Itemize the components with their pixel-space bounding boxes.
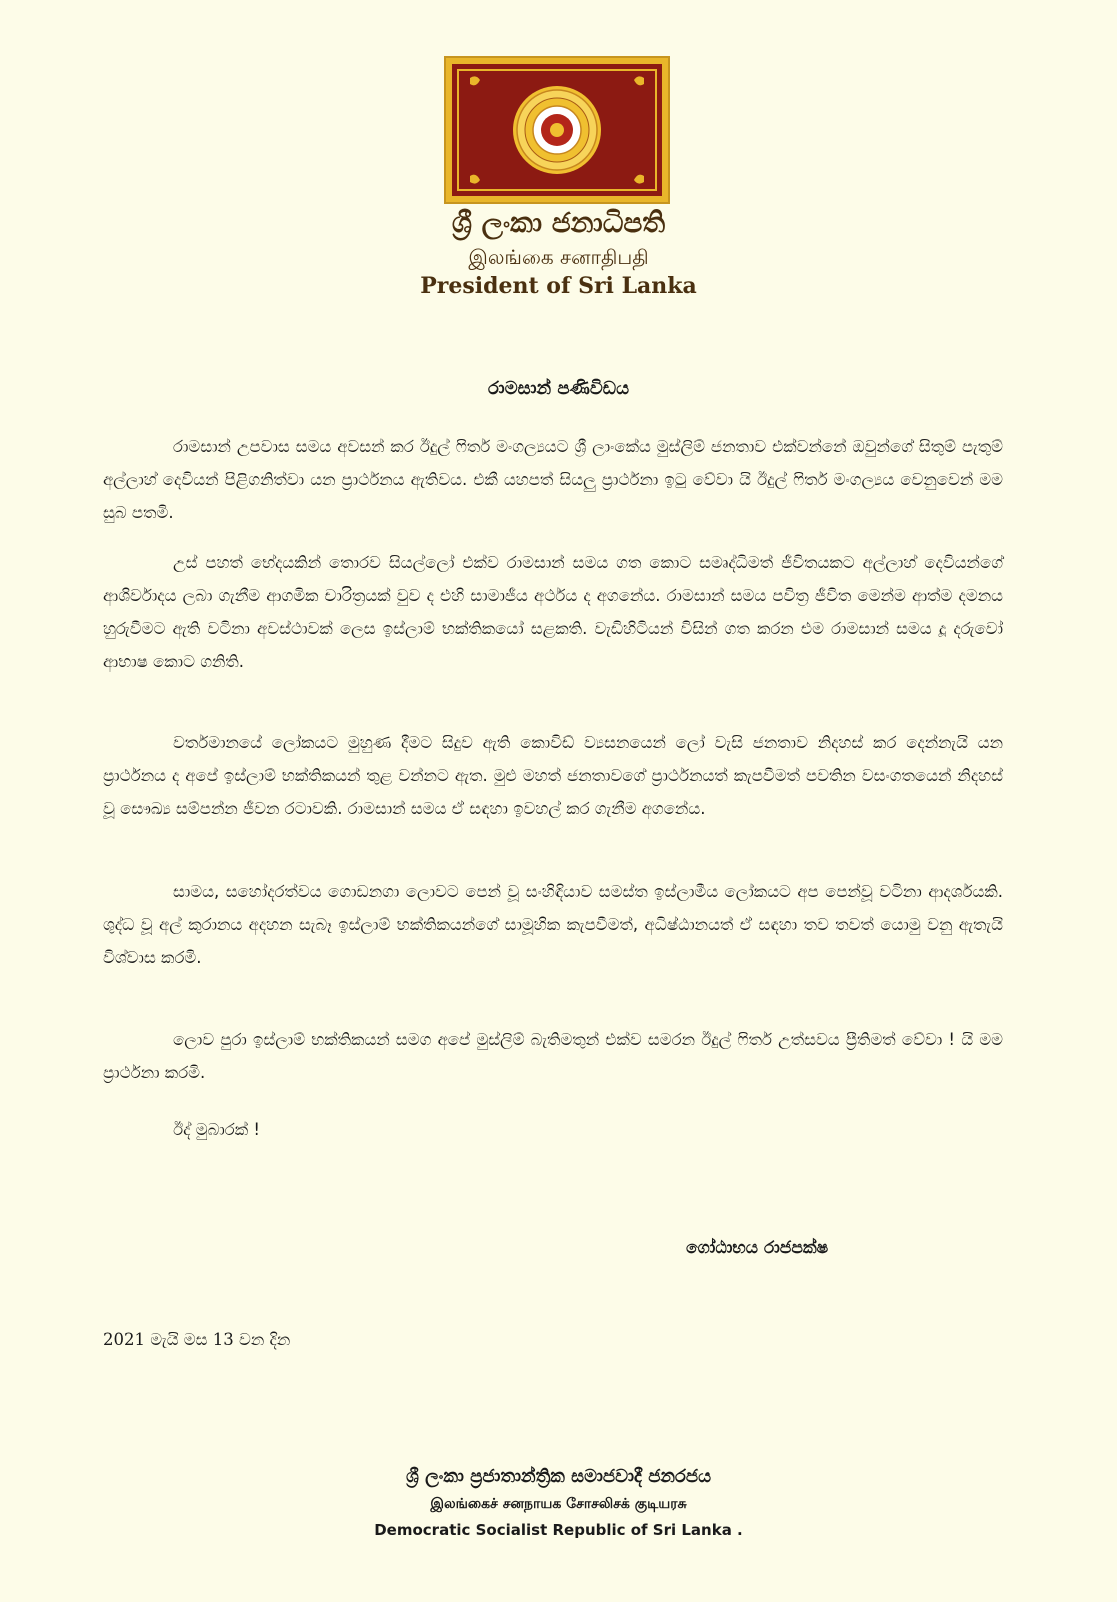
letter-title: රාමසාන් පණිවිඩය xyxy=(487,378,630,399)
letter-paragraph: රාමසාන් උපවාස සමය අවසන් කර ඊදුල් ෆිතර් මංගල්‍යයට ශ්‍රී ලාංකේය මුස්ලිම් ජනතාව එක්වන්නේ ඔවුන්ගේ සිතුම් පැතුම් අල්ලාහ් දෙවියන් පිළිගනිත්වා යන ප්‍රාර්ථනය ඇතිවය. එකී යහපත් සියලු ප්‍රාර්ථනා ඉටු වේවා යි ඊදුල් ෆිතර් මංගල්‍යය වෙනුවෙන් මම සුබ පතමි. xyxy=(103,437,1003,522)
letter-paragraph: ලොව පුරා ඉස්ලාම් භක්තිකයන් සමග අපේ මුස්ලිම් බැතිමතුන් එක්ව සමරන ඊදුල් ෆිතර් උත්සවය ප්‍රීතිමත් වේවා ! යි මම ප්‍රාර්ථනා කරමි. xyxy=(103,1030,1003,1082)
footer-line-tamil: இலங்கைச் சனநாயக சோசலிசக் குடியரசு xyxy=(430,1496,687,1512)
footer-line-english: Democratic Socialist Republic of Sri Lanka . xyxy=(374,1521,743,1539)
signatory-name: ගෝඨාභය රාජපක්ෂ xyxy=(686,1238,829,1258)
letter-greeting: ඊද් මුබාරක් ! xyxy=(173,1120,261,1139)
footer-line-sinhala: ශ්‍රී ලංකා ප්‍රජාතාන්ත්‍රික සමාජවාදී ජනරජය xyxy=(405,1466,712,1487)
letter-paragraph: සාමය, සහෝදරත්වය ගොඩනගා ලොවට පෙන් වූ සංහිඳියාව සමස්ත ඉස්ලාමීය ලෝකයට අප පෙන්වූ වටිනා ආදර්ශයකි. ශුද්ධ වූ අල් කුරානය අදහන සැබෑ ඉස්ලාම් භක්තිකයන්ගේ සාමූහික කැපවීමත්, අධිෂ්ඨානයත් ඒ සඳහා තව තවත් යොමු වනු ඇතැයි විශ්වාස කරමි. xyxy=(103,882,1003,967)
letter-paragraph: උස් පහත් භේදයකින් තොරව සියල්ලෝ එක්ව රාමසාන් සමය ගත කොට සමෘද්ධිමත් ජීවිතයකට අල්ලාහ් දෙවියන්ගේ ආශිර්වාදය ලබා ගැනීම ආගමික චාරිත්‍රයක් වුව ද එහි සාමාජීය අර්ථය ද අගනේය. රාමසාන් සමය පවිත්‍ර ජීවිත මෙන්ම ආත්ම දමනය හුරුවීමට ඇති වටිනා අවස්ථාවක් ලෙස ඉස්ලාම් භක්තිකයෝ සළකති. වැඩිහිටියන් විසින් ගත කරන එම රාමසාන් සමය දූ දරුවෝ ආභාෂ කොට ගනිති. xyxy=(103,553,1003,671)
header-title-sinhala: ශ්‍රී ලංකා ජනාධිපති xyxy=(451,206,666,239)
letter-paragraph: වර්තමානයේ ලෝකයට මුහුණ දීමට සිදුව ඇති කොවිඩ් ව්‍යසනයෙන් ලෝ වැසි ජනතාව නිදහස් කර දෙන්නැයි යන ප්‍රාර්ථනය ද අපේ ඉස්ලාම් භක්තිකයන් තුළ වන්නට ඇත. මුළු මහත් ජනතාවගේ ප්‍රාර්ථනයත් කැපවීමත් පවතින වසංගතයෙන් නිදහස් වූ සෞඛ්‍ය සම්පන්න ජීවන රටාවකි. රාමසාන් සමය ඒ සඳහා ඉවහල් කර ගැනීම අගනේය. xyxy=(103,733,1003,818)
letter-date: 2021 මැයි මස 13 වන දින xyxy=(103,1330,291,1349)
presidential-standard-flag-icon xyxy=(444,56,670,204)
header-title-tamil: இலங்கை சனாதிபதி xyxy=(468,245,649,269)
header-title-english: President of Sri Lanka xyxy=(420,273,697,299)
